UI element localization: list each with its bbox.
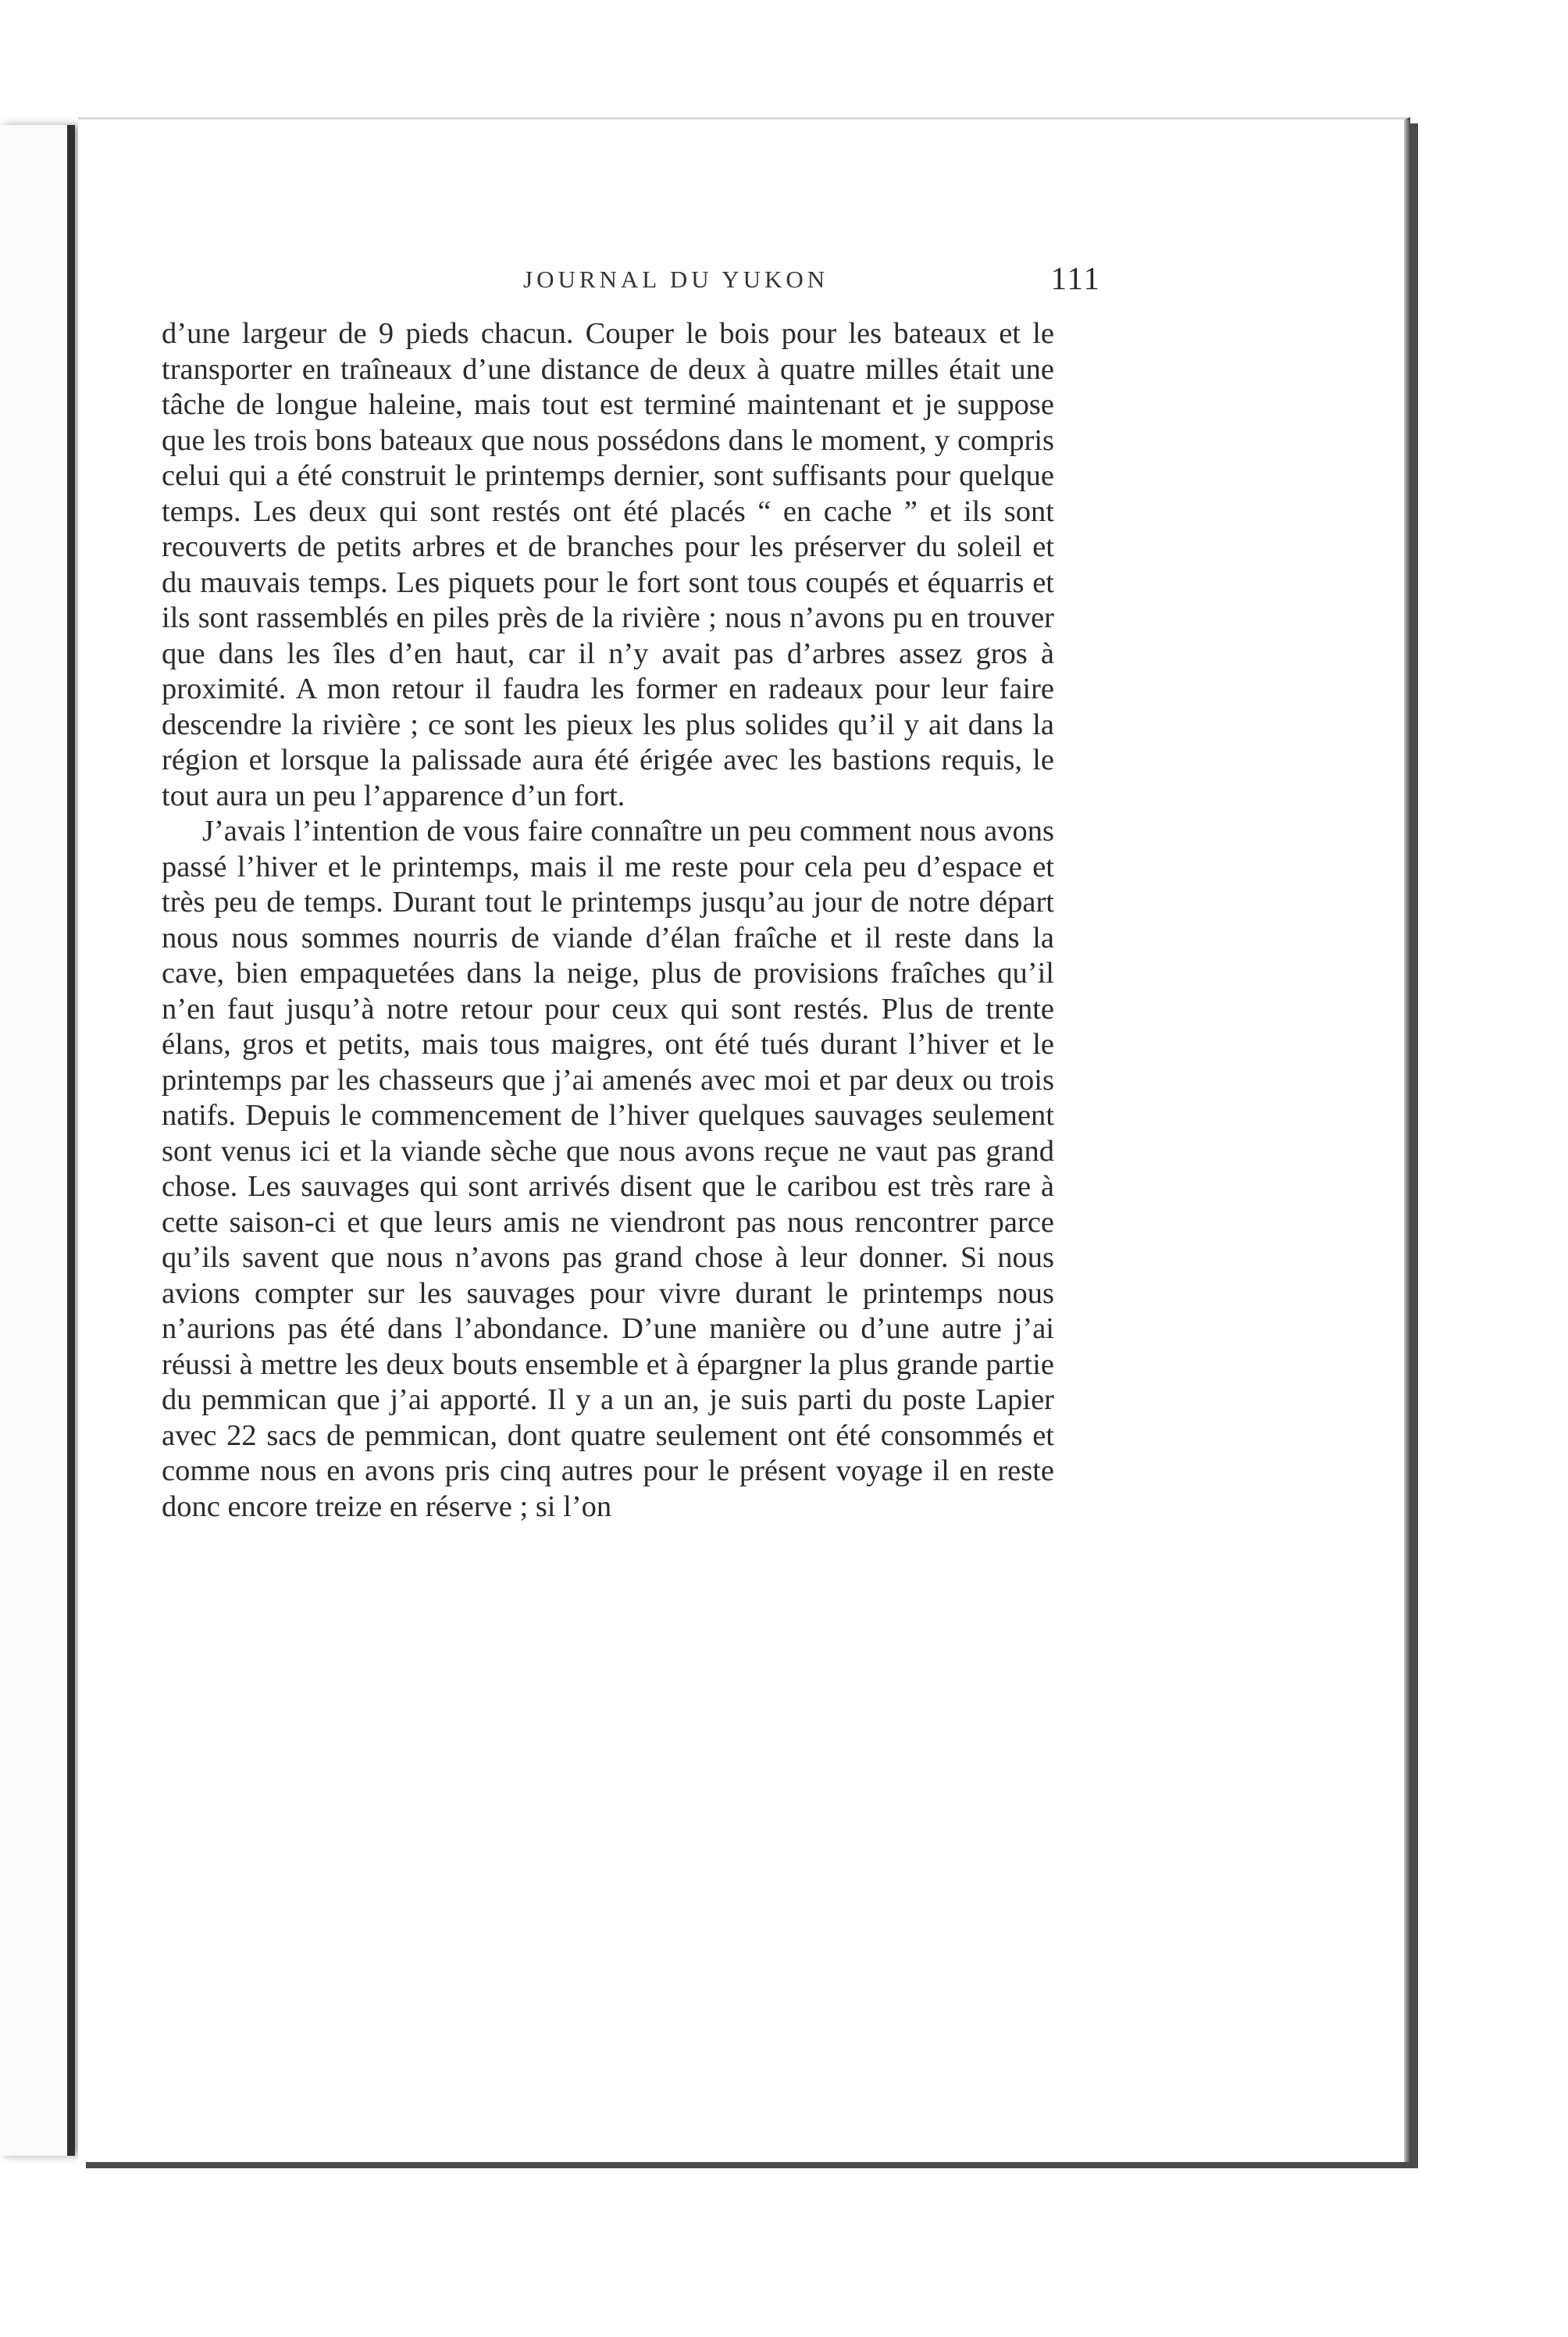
paragraph-1: d’une largeur de 9 pieds chacun. Couper le bois pour les bateaux et le transporter en traîneaux d’une distance de deux à quatre milles était une tâche de longue haleine, mais tout est terminé maintenant et je suppose que les trois bons bateaux que nous possédons dans le moment, y compris celui qui a été construit le printemps dernier, sont suffisants pour quelque temps. Les deux qui sont restés ont été placés “ en cache ” et ils sont recouverts de petits arbres et de branches pour les préserver du soleil et du mauvais temps. Les piquets pour le fort sont tous coupés et équarris et ils sont rassemblés en piles près de la rivière ; nous n’avons pu en trouver que dans les îles d’en haut, car il n’y avait pas d’arbres assez gros à proximité. A mon retour il faudra les former en radeaux pour leur faire descendre la rivière ; ce sont les pieux les plus solides qu’il y ait dans la région et lorsque la palissade aura été érigée avec les bastions requis, le tout aura un peu l’apparence d’un fort. xyxy=(162,317,1054,812)
paragraph-2: J’avais l’intention de vous faire connaître un peu comment nous avons passé l’hiver et le printemps, mais il me reste pour cela peu d’espace et très peu de temps. Durant tout le printemps jusqu’au jour de notre départ nous nous sommes nourris de viande d’élan fraîche et il reste dans la cave, bien empaquetées dans la neige, plus de provisions fraîches qu’il n’en faut jusqu’à notre retour pour ceux qui sont restés. Plus de trente élans, gros et petits, mais tous maigres, ont été tués durant l’hiver et le printemps par les chasseurs que j’ai amenés avec moi et par deux ou trois natifs. Depuis le commencement de l’hiver quelques sauvages seulement sont venus ici et la viande sèche que nous avons reçue ne vaut pas grand chose. Les sauvages qui sont arrivés disent que le caribou est très rare à cette saison-ci et que leurs amis ne viendront pas nous rencontrer parce qu’ils savent que nous n’avons pas grand chose à leur donner. Si nous avions compter sur les sauvages pour vivre durant le printemps nous n’aurions pas été dans l’abondance. D’une manière ou d’une autre j’ai réussi à mettre les deux bouts ensemble et à épargner la plus grande partie du pemmican que j’ai apporté. Il y a un an, je suis parti du poste Lapier avec 22 sacs de pemmican, dont quatre seulement ont été consommés et comme nous en avons pris cinq autres pour le présent voyage il en reste donc encore treize en réserve ; si l’on xyxy=(162,815,1054,1523)
facing-page-edge xyxy=(0,125,75,2156)
page-number: 111 xyxy=(1050,260,1101,296)
page-edge-shadow xyxy=(1404,120,1410,2162)
body-text xyxy=(162,316,1054,1525)
running-head xyxy=(164,260,1101,312)
running-title: JOURNAL DU YUKON xyxy=(523,266,829,293)
